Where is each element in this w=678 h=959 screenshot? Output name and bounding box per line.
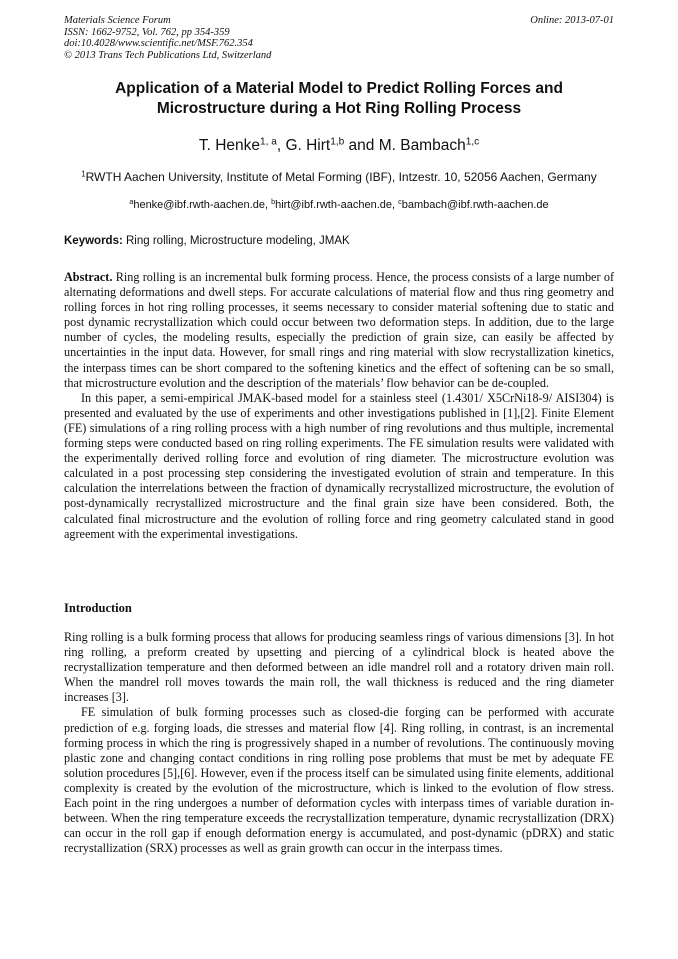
- email-superscript: a: [129, 198, 134, 207]
- issn-line: ISSN: 1662-9752, Vol. 762, pp 354-359: [64, 26, 230, 38]
- introduction-paragraph-1: Ring rolling is a bulk forming process that allows for producing seamless rings of various dimensions [3]. In hot ring rolling, a preform created by upsetting and piercing of a cylindrical block is heated above the recrystallization temperature and then deformed between an idle mandrel roll and a rotatory driven main roll. When the mandrel roll moves towards the main roll, the wall thickness is reduced and the ring diameter increases [3].: [64, 630, 614, 705]
- email-superscript: c: [398, 198, 402, 207]
- title-line-1: Application of a Material Model to Predict Rolling Forces and: [115, 80, 563, 97]
- title-line-2: Microstructure during a Hot Ring Rolling Process: [156, 100, 522, 117]
- online-date: Online: 2013-07-01: [530, 15, 614, 26]
- affiliation: [64, 169, 614, 185]
- author-superscript: 1,c: [465, 136, 480, 148]
- paper-title: [64, 79, 614, 119]
- journal-header: [64, 15, 271, 61]
- author-list: [64, 136, 614, 156]
- email-address[interactable]: hirt@ibf.rwth-aachen.de: [275, 199, 393, 211]
- introduction-paragraph-2: FE simulation of bulk forming processes such as closed-die forging can be performed with accurate prediction of e.g. forging loads, die stresses and material flow [4]. Ring rolling, in contrast, is an incremental forming process in which the ring is progressively shaped in a number of revolutions. The continuously moving plastic zone and changing contact conditions in ring rolling pose problems that must be met by adequate FE solution procedures [5],[6]. However, even if the process itself can be simulated using finite elements, additional complexity is created by the evolution of the microstructure, which is linked to the evolution of flow stress. Each point in the ring undergoes a number of deformation cycles with interpass times of variable duration in-between. When the ring temperature exceeds the recrystallization temperature, dynamic recrystallization (DRX) can occur in the roll gap if enough deformation energy is accumulated, and post-dynamic (pDRX) and static recrystallization (SRX) processes as well as grain growth can occur in the interpass times.: [64, 705, 614, 856]
- email-separator: ,: [264, 199, 272, 211]
- email-superscript: b: [271, 198, 276, 207]
- doi-line: doi:10.4028/www.scientific.net/MSF.762.354: [64, 38, 253, 49]
- journal-name: Materials Science Forum: [64, 15, 171, 26]
- copyright-line: © 2013 Trans Tech Publications Ltd, Switzerland: [64, 49, 272, 61]
- section-heading-introduction: Introduction: [64, 601, 132, 615]
- author-separator: ,: [276, 137, 286, 154]
- affiliation-superscript: 1: [81, 169, 86, 179]
- abstract: [64, 270, 614, 542]
- author-name: M. Bambach: [378, 137, 466, 154]
- email-address[interactable]: henke@ibf.rwth-aachen.de: [133, 199, 265, 211]
- keywords: [64, 234, 614, 249]
- abstract-label: Abstract.: [64, 270, 113, 284]
- keywords-label: Keywords:: [64, 235, 123, 247]
- affiliation-text: RWTH Aachen University, Institute of Metal Forming (IBF), Intzestr. 10, 52056 Aachen, Germany: [85, 170, 597, 184]
- author-superscript: 1, a: [260, 136, 277, 148]
- author-separator: and: [344, 137, 379, 154]
- abstract-paragraph-2: In this paper, a semi-empirical JMAK-based model for a stainless steel (1.4301/ X5CrNi18-9/ AISI304) is presented and evaluated by the use of experiments and other investigations published in [1],[2]. Finite Element (FE) simulations of a ring rolling process with a high number of ring revolutions and thus multiple, incremental forming steps were conducted based on ring rolling experiments. The FE simulation results were validated with the experimentally derived rolling force and evolution of ring diameter. The microstructure evolution was calculated in a post processing step considering the investigated evolution of strain and temperature. In this calculation the interrelations between the fraction of dynamically recrystallized microstructure, the evolution of post-dynamically recrystallized microstructure and the final grain size have been considered. Both, the calculated final microstructure and the evolution of rolling force and ring geometry calculated stand in good agreement with the experimental investigations.: [64, 390, 614, 541]
- email-address[interactable]: bambach@ibf.rwth-aachen.de: [401, 199, 549, 211]
- introduction-section: [64, 630, 614, 856]
- abstract-text-1: Ring rolling is an incremental bulk forming process. Hence, the process consists of a large number of alternating deformations and dwell steps. For accurate calculations of material flow and thus ring geometry and rolling forces in hot ring rolling processes, it seems necessary to consider material softening due to static and post dynamic recrystallization which could occur between two deformation steps. In addition, due to the large number of cycles, the modeling results, especially the prediction of grain size, can easily be affected by uncertainties in the input data. However, for small rings and ring material with slow recrystallization kinetics, the interpass times can be short compared to the softening kinetics and the effect of softening can be so small, that microstructure evolution and the description of the materials’ flow behavior can be de-coupled.: [64, 270, 614, 390]
- author-name: G. Hirt: [285, 137, 331, 154]
- email-separator: ,: [392, 199, 399, 211]
- keywords-text: Ring rolling, Microstructure modeling, JMAK: [122, 235, 350, 247]
- author-superscript: 1,b: [330, 136, 345, 148]
- author-name: T. Henke: [198, 137, 261, 154]
- email-list: [64, 198, 614, 213]
- abstract-paragraph-1: [64, 270, 614, 391]
